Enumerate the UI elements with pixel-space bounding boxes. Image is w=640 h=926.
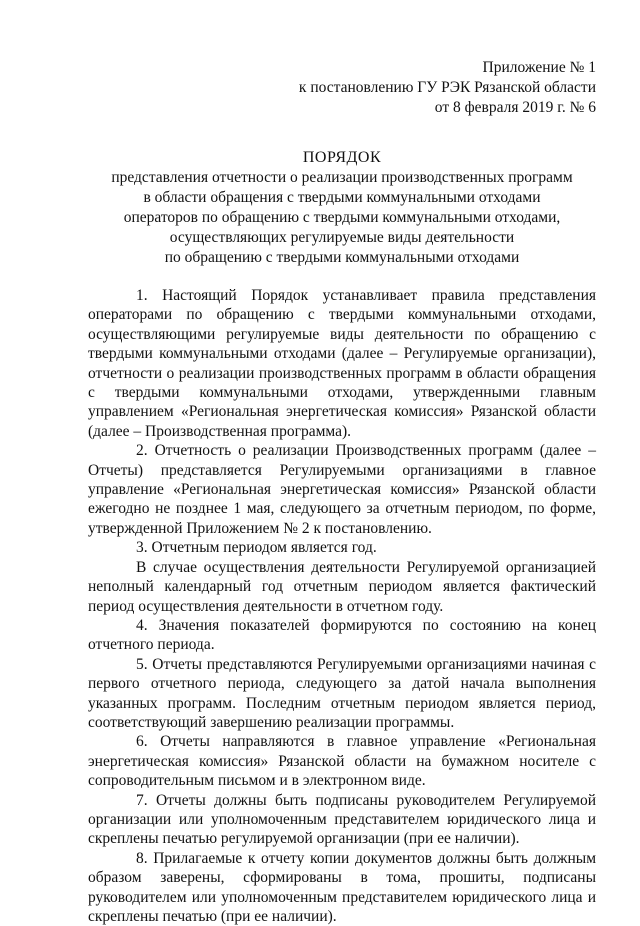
appendix-number: Приложение № 1 (482, 59, 596, 76)
paragraph-7: 7. Отчеты должны быть подписаны руководителем Регулируемой организации или уполномоченным представителем юридического лица и скреплены печатью регулируемой организации (при ее наличии). (88, 791, 596, 848)
document-body (88, 286, 596, 926)
appendix-date: от 8 февраля 2019 г. № 6 (434, 99, 596, 116)
title-line: в области обращения с твердыми коммунальными отходами (143, 189, 541, 206)
paragraph-8: 8. Прилагаемые к отчету копии документов должны быть должным образом заверены, сформированы в тома, прошиты, подписаны руководителем или уполномоченным представителем юридического лица и скреплены печатью (при ее наличии). (88, 849, 596, 925)
paragraph-1: 1. Настоящий Порядок устанавливает правила представления операторами по обращению с твердыми коммунальными отходами, осуществляющими регулируемые виды деятельности по обращению с твердыми коммунальными отходами (далее – Регулируемые организации), отчетности о реализации производственных программ в области обращения с твердыми коммунальными отходами, утвержденными главным управлением «Региональная энергетическая комиссия» Рязанской области (далее – Производственная программа). (88, 287, 596, 440)
paragraph-4: 4. Значения показателей формируются по состоянию на конец отчетного периода. (88, 616, 596, 654)
title-line: представления отчетности о реализации производственных программ (111, 169, 573, 186)
appendix-header (88, 58, 596, 118)
appendix-resolution-ref: к постановлению ГУ РЭК Рязанской области (298, 79, 596, 96)
paragraph-2: 2. Отчетность о реализации Производственных программ (далее – Отчеты) представляется Регулируемыми организациями в главное управление «Региональная энергетическая комиссия» Рязанской области ежегодно не позднее 1 мая, следующего за отчетным периодом, по форме, утвержденной Приложением № 2 к постановлению. (88, 442, 596, 537)
document-title (88, 148, 596, 268)
paragraph-5: 5. Отчеты представляются Регулируемыми организациями начиная с первого отчетного периода, следующего за датой начала выполнения указанных программ. Последним отчетным периодом является период, соответствующий завершению реализации программы. (88, 655, 596, 731)
title-main: ПОРЯДОК (302, 149, 382, 166)
title-line: операторов по обращению с твердыми коммунальными отходами, (123, 209, 561, 226)
title-line: осуществляющих регулируемые виды деятельности (169, 229, 515, 246)
paragraph-3: 3. Отчетным периодом является год. (136, 539, 377, 557)
paragraph-6: 6. Отчеты направляются в главное управление «Региональная энергетическая комиссия» Рязанской области на бумажном носителе с сопроводительным письмом и в электронном виде. (88, 733, 596, 790)
paragraph-3-note: В случае осуществления деятельности Регулируемой организацией неполный календарный год отчетным периодом является фактический период осуществления деятельности в отчетном году. (88, 558, 596, 615)
title-line: по обращению с твердыми коммунальными отходами (164, 249, 520, 266)
